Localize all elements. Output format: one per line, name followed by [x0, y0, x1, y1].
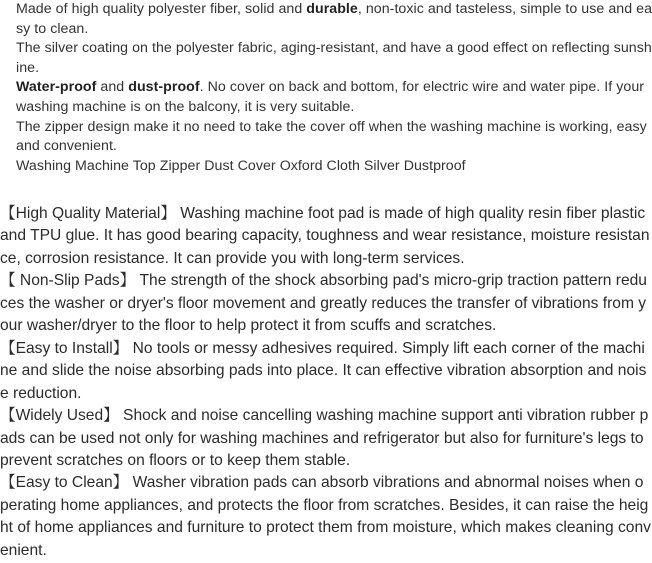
feature-item — [0, 338, 652, 405]
feature-item — [0, 203, 652, 270]
product-description-top — [16, 0, 652, 176]
feature-text: No tools or messy adhesives required. Simply lift each corner of the machine and slide the noise absorbing pads into place. It can effective vibration absorption and noise reduction. — [0, 339, 647, 402]
description-waterproof — [16, 78, 652, 117]
feature-heading: 【Easy to Clean】 — [0, 474, 129, 492]
bold-text: Water-proof — [16, 79, 97, 96]
description-material — [16, 0, 652, 39]
feature-heading: 【High Quality Material】 — [0, 205, 176, 222]
feature-text: Washer vibration pads can absorb vibrations and abnormal noises when operating home appliances, and protects the floor from scratches. Besides, it can raise the height of home appliances and furniture to protect them from moisture, which makes cleaning convenient. — [0, 474, 651, 559]
bold-text: dust-proof — [128, 79, 200, 96]
text: . No cover on back and bottom, for electric wire and water pipe. If your washing machine is on the balcony, it is very suitable. — [16, 79, 645, 115]
feature-item — [0, 472, 652, 562]
feature-list — [0, 203, 652, 562]
feature-text: Shock and noise cancelling washing machine support anti vibration rubber pads can be used not only for washing machines and refrigerator but also for furniture's legs to prevent scratches on floors or to keep them stable. — [0, 407, 649, 469]
feature-text: The strength of the shock absorbing pad's micro-grip traction pattern reduces the washer or dryer's floor movement and greatly reduces the transfer of vibrations from your washer/dryer to the floor to help protect it from scuffs and scratches. — [0, 272, 647, 335]
description-zipper: The zipper design make it no need to take the cover off when the washing machine is working, easy and convenient. — [16, 118, 647, 155]
bold-text: durable — [306, 1, 358, 17]
feature-heading: 【 Non-Slip Pads】 — [0, 272, 136, 290]
text: , non-toxic and tasteless, simple to use and easy to clean. — [16, 1, 652, 37]
feature-text: Washing machine foot pad is made of high quality resin fiber plastic and TPU glue. It has good bearing capacity, toughness and wear resistance, moisture resistance, corrosion resistance. It can provide you with long-term services. — [0, 205, 650, 267]
text: and — [96, 79, 129, 96]
feature-item — [0, 405, 652, 472]
feature-heading: 【Widely Used】 — [0, 407, 119, 425]
feature-heading: 【Easy to Install】 — [0, 339, 129, 357]
feature-item — [0, 270, 652, 337]
product-title: Washing Machine Top Zipper Dust Cover Oxford Cloth Silver Dustproof — [16, 157, 466, 174]
text: Made of high quality polyester fiber, solid and — [16, 1, 307, 17]
description-coating: The silver coating on the polyester fabric, aging-resistant, and have a good effect on reflecting sunshine. — [16, 40, 652, 76]
